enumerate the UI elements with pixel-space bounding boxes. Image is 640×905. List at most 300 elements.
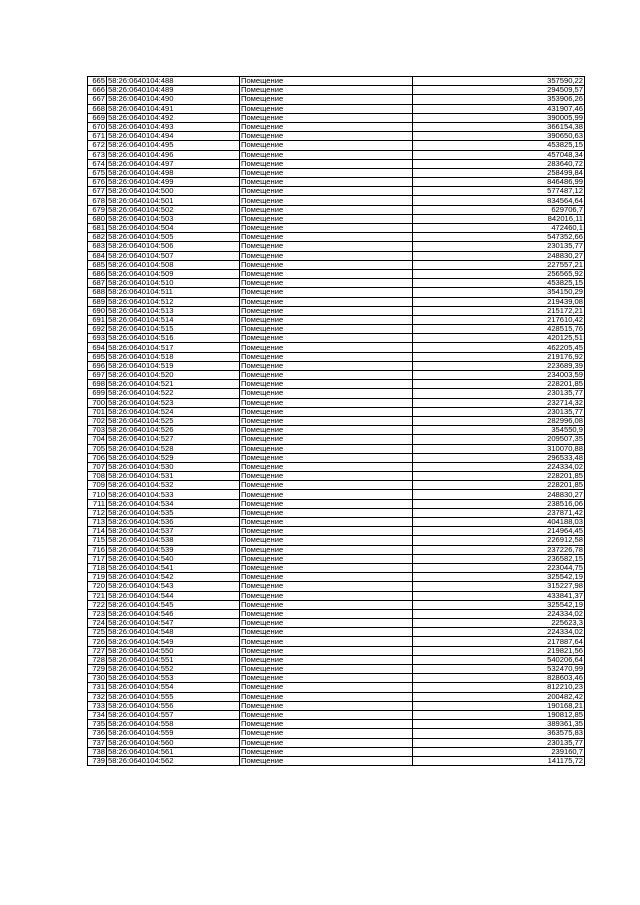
cadastral-value: 846486,99 bbox=[413, 178, 585, 187]
cadastral-number: 58:26:0640104:532 bbox=[107, 481, 240, 490]
object-type: Помещение bbox=[240, 426, 413, 435]
cadastral-number: 58:26:0640104:536 bbox=[107, 518, 240, 527]
cadastral-value: 224334,02 bbox=[413, 628, 585, 637]
row-number: 709 bbox=[88, 481, 107, 490]
object-type: Помещение bbox=[240, 325, 413, 334]
row-number: 693 bbox=[88, 334, 107, 343]
table-row bbox=[88, 655, 585, 664]
cadastral-number: 58:26:0640104:548 bbox=[107, 628, 240, 637]
table-row bbox=[88, 554, 585, 563]
cadastral-value: 248830,27 bbox=[413, 251, 585, 260]
object-type: Помещение bbox=[240, 159, 413, 168]
table-row bbox=[88, 77, 585, 86]
object-type: Помещение bbox=[240, 472, 413, 481]
cadastral-number: 58:26:0640104:535 bbox=[107, 508, 240, 517]
cadastral-number: 58:26:0640104:530 bbox=[107, 462, 240, 471]
cadastral-value: 629706,7 bbox=[413, 205, 585, 214]
cadastral-value: 462205,45 bbox=[413, 343, 585, 352]
row-number: 734 bbox=[88, 710, 107, 719]
object-type: Помещение bbox=[240, 242, 413, 251]
table-row bbox=[88, 591, 585, 600]
object-type: Помещение bbox=[240, 444, 413, 453]
row-number: 684 bbox=[88, 251, 107, 260]
table-row bbox=[88, 343, 585, 352]
table-row bbox=[88, 665, 585, 674]
cadastral-value: 315227,98 bbox=[413, 582, 585, 591]
row-number: 727 bbox=[88, 646, 107, 655]
cadastral-value: 256565,92 bbox=[413, 269, 585, 278]
cadastral-value: 238516,06 bbox=[413, 499, 585, 508]
cadastral-value: 209507,35 bbox=[413, 435, 585, 444]
table-row bbox=[88, 95, 585, 104]
table-row bbox=[88, 380, 585, 389]
table-row bbox=[88, 113, 585, 122]
cadastral-value: 226912,58 bbox=[413, 536, 585, 545]
table-row bbox=[88, 710, 585, 719]
cadastral-number: 58:26:0640104:493 bbox=[107, 122, 240, 131]
object-type: Помещение bbox=[240, 288, 413, 297]
row-number: 682 bbox=[88, 233, 107, 242]
object-type: Помещение bbox=[240, 407, 413, 416]
cadastral-number: 58:26:0640104:499 bbox=[107, 178, 240, 187]
object-type: Помещение bbox=[240, 508, 413, 517]
table-row bbox=[88, 325, 585, 334]
table-row bbox=[88, 518, 585, 527]
cadastral-number: 58:26:0640104:527 bbox=[107, 435, 240, 444]
row-number: 730 bbox=[88, 674, 107, 683]
cadastral-value: 310070,88 bbox=[413, 444, 585, 453]
table-row bbox=[88, 233, 585, 242]
row-number: 700 bbox=[88, 398, 107, 407]
table-row bbox=[88, 297, 585, 306]
object-type: Помещение bbox=[240, 279, 413, 288]
row-number: 710 bbox=[88, 490, 107, 499]
table-row bbox=[88, 701, 585, 710]
cadastral-number: 58:26:0640104:501 bbox=[107, 196, 240, 205]
cadastral-number: 58:26:0640104:494 bbox=[107, 132, 240, 141]
row-number: 708 bbox=[88, 472, 107, 481]
cadastral-number: 58:26:0640104:562 bbox=[107, 756, 240, 765]
cadastral-value: 453825,15 bbox=[413, 141, 585, 150]
table-row bbox=[88, 352, 585, 361]
cadastral-value: 214964,45 bbox=[413, 527, 585, 536]
object-type: Помещение bbox=[240, 306, 413, 315]
table-row bbox=[88, 371, 585, 380]
cadastral-value: 812210,23 bbox=[413, 683, 585, 692]
cadastral-number: 58:26:0640104:491 bbox=[107, 104, 240, 113]
row-number: 680 bbox=[88, 214, 107, 223]
row-number: 723 bbox=[88, 609, 107, 618]
object-type: Помещение bbox=[240, 609, 413, 618]
row-number: 711 bbox=[88, 499, 107, 508]
row-number: 681 bbox=[88, 224, 107, 233]
object-type: Помещение bbox=[240, 435, 413, 444]
cadastral-number: 58:26:0640104:521 bbox=[107, 380, 240, 389]
object-type: Помещение bbox=[240, 738, 413, 747]
cadastral-number: 58:26:0640104:550 bbox=[107, 646, 240, 655]
cadastral-value: 215172,21 bbox=[413, 306, 585, 315]
table-row bbox=[88, 609, 585, 618]
row-number: 705 bbox=[88, 444, 107, 453]
cadastral-number: 58:26:0640104:510 bbox=[107, 279, 240, 288]
cadastral-value: 237871,42 bbox=[413, 508, 585, 517]
object-type: Помещение bbox=[240, 720, 413, 729]
cadastral-value: 577487,12 bbox=[413, 187, 585, 196]
table-row bbox=[88, 453, 585, 462]
cadastral-value: 228201,85 bbox=[413, 481, 585, 490]
cadastral-number: 58:26:0640104:512 bbox=[107, 297, 240, 306]
cadastral-number: 58:26:0640104:546 bbox=[107, 609, 240, 618]
object-type: Помещение bbox=[240, 334, 413, 343]
object-type: Помещение bbox=[240, 646, 413, 655]
object-type: Помещение bbox=[240, 655, 413, 664]
table-row bbox=[88, 600, 585, 609]
row-number: 685 bbox=[88, 260, 107, 269]
cadastral-value: 353906,26 bbox=[413, 95, 585, 104]
object-type: Помещение bbox=[240, 178, 413, 187]
cadastral-value: 390650,63 bbox=[413, 132, 585, 141]
table-row bbox=[88, 306, 585, 315]
row-number: 717 bbox=[88, 554, 107, 563]
cadastral-value: 834564,64 bbox=[413, 196, 585, 205]
object-type: Помещение bbox=[240, 297, 413, 306]
cadastral-value: 828603,46 bbox=[413, 674, 585, 683]
cadastral-value: 230135,77 bbox=[413, 389, 585, 398]
row-number: 690 bbox=[88, 306, 107, 315]
table-row bbox=[88, 224, 585, 233]
object-type: Помещение bbox=[240, 113, 413, 122]
table-row bbox=[88, 104, 585, 113]
row-number: 675 bbox=[88, 168, 107, 177]
cadastral-number: 58:26:0640104:507 bbox=[107, 251, 240, 260]
row-number: 677 bbox=[88, 187, 107, 196]
cadastral-number: 58:26:0640104:511 bbox=[107, 288, 240, 297]
object-type: Помещение bbox=[240, 132, 413, 141]
object-type: Помещение bbox=[240, 168, 413, 177]
row-number: 737 bbox=[88, 738, 107, 747]
cadastral-number: 58:26:0640104:544 bbox=[107, 591, 240, 600]
cadastral-number: 58:26:0640104:555 bbox=[107, 692, 240, 701]
object-type: Помещение bbox=[240, 315, 413, 324]
cadastral-number: 58:26:0640104:489 bbox=[107, 86, 240, 95]
cadastral-value: 258499,84 bbox=[413, 168, 585, 177]
object-type: Помещение bbox=[240, 756, 413, 765]
object-type: Помещение bbox=[240, 380, 413, 389]
table-row bbox=[88, 132, 585, 141]
table-row bbox=[88, 361, 585, 370]
cadastral-value: 354150,29 bbox=[413, 288, 585, 297]
table-row bbox=[88, 168, 585, 177]
cadastral-number: 58:26:0640104:552 bbox=[107, 665, 240, 674]
cadastral-number: 58:26:0640104:549 bbox=[107, 637, 240, 646]
row-number: 728 bbox=[88, 655, 107, 664]
cadastral-number: 58:26:0640104:495 bbox=[107, 141, 240, 150]
table-row bbox=[88, 738, 585, 747]
row-number: 721 bbox=[88, 591, 107, 600]
table-row bbox=[88, 196, 585, 205]
cadastral-value: 540206,64 bbox=[413, 655, 585, 664]
row-number: 725 bbox=[88, 628, 107, 637]
cadastral-number: 58:26:0640104:558 bbox=[107, 720, 240, 729]
row-number: 697 bbox=[88, 371, 107, 380]
cadastral-value: 224334,02 bbox=[413, 609, 585, 618]
cadastral-number: 58:26:0640104:500 bbox=[107, 187, 240, 196]
table-row bbox=[88, 242, 585, 251]
cadastral-value: 230135,77 bbox=[413, 738, 585, 747]
row-number: 719 bbox=[88, 573, 107, 582]
row-number: 707 bbox=[88, 462, 107, 471]
cadastral-number: 58:26:0640104:543 bbox=[107, 582, 240, 591]
cadastral-number: 58:26:0640104:534 bbox=[107, 499, 240, 508]
object-type: Помещение bbox=[240, 683, 413, 692]
cadastral-value: 842016,11 bbox=[413, 214, 585, 223]
cadastral-number: 58:26:0640104:522 bbox=[107, 389, 240, 398]
table-row bbox=[88, 490, 585, 499]
row-number: 715 bbox=[88, 536, 107, 545]
cadastral-value: 547352,66 bbox=[413, 233, 585, 242]
object-type: Помещение bbox=[240, 563, 413, 572]
object-type: Помещение bbox=[240, 573, 413, 582]
row-number: 704 bbox=[88, 435, 107, 444]
cadastral-value: 357590,22 bbox=[413, 77, 585, 86]
cadastral-value: 234003,59 bbox=[413, 371, 585, 380]
cadastral-number: 58:26:0640104:531 bbox=[107, 472, 240, 481]
cadastral-value: 239160,7 bbox=[413, 747, 585, 756]
cadastral-value: 236582,15 bbox=[413, 554, 585, 563]
row-number: 686 bbox=[88, 269, 107, 278]
object-type: Помещение bbox=[240, 554, 413, 563]
object-type: Помещение bbox=[240, 352, 413, 361]
object-type: Помещение bbox=[240, 747, 413, 756]
row-number: 714 bbox=[88, 527, 107, 536]
object-type: Помещение bbox=[240, 104, 413, 113]
object-type: Помещение bbox=[240, 233, 413, 242]
cadastral-number: 58:26:0640104:524 bbox=[107, 407, 240, 416]
cadastral-number: 58:26:0640104:539 bbox=[107, 545, 240, 554]
row-number: 695 bbox=[88, 352, 107, 361]
row-number: 735 bbox=[88, 720, 107, 729]
cadastral-number: 58:26:0640104:513 bbox=[107, 306, 240, 315]
cadastral-value: 219176,92 bbox=[413, 352, 585, 361]
cadastral-value: 190168,21 bbox=[413, 701, 585, 710]
row-number: 738 bbox=[88, 747, 107, 756]
cadastral-value: 472460,1 bbox=[413, 224, 585, 233]
cadastral-value: 354550,9 bbox=[413, 426, 585, 435]
object-type: Помещение bbox=[240, 637, 413, 646]
table-row bbox=[88, 499, 585, 508]
table-row bbox=[88, 527, 585, 536]
object-type: Помещение bbox=[240, 187, 413, 196]
row-number: 667 bbox=[88, 95, 107, 104]
cadastral-value: 325542,19 bbox=[413, 600, 585, 609]
table-row bbox=[88, 279, 585, 288]
table-row bbox=[88, 692, 585, 701]
row-number: 688 bbox=[88, 288, 107, 297]
object-type: Помещение bbox=[240, 665, 413, 674]
cadastral-number: 58:26:0640104:497 bbox=[107, 159, 240, 168]
cadastral-number: 58:26:0640104:561 bbox=[107, 747, 240, 756]
object-type: Помещение bbox=[240, 196, 413, 205]
table-row bbox=[88, 389, 585, 398]
cadastral-number: 58:26:0640104:528 bbox=[107, 444, 240, 453]
row-number: 724 bbox=[88, 619, 107, 628]
cadastral-number: 58:26:0640104:490 bbox=[107, 95, 240, 104]
table-row bbox=[88, 444, 585, 453]
cadastral-number: 58:26:0640104:516 bbox=[107, 334, 240, 343]
row-number: 668 bbox=[88, 104, 107, 113]
cadastral-number: 58:26:0640104:504 bbox=[107, 224, 240, 233]
cadastral-number: 58:26:0640104:518 bbox=[107, 352, 240, 361]
row-number: 676 bbox=[88, 178, 107, 187]
row-number: 699 bbox=[88, 389, 107, 398]
cadastral-number: 58:26:0640104:488 bbox=[107, 77, 240, 86]
table-row bbox=[88, 288, 585, 297]
cadastral-value: 223689,39 bbox=[413, 361, 585, 370]
cadastral-value: 457048,34 bbox=[413, 150, 585, 159]
cadastral-value: 217887,64 bbox=[413, 637, 585, 646]
cadastral-value: 228201,85 bbox=[413, 380, 585, 389]
row-number: 696 bbox=[88, 361, 107, 370]
table-row bbox=[88, 416, 585, 425]
table-row bbox=[88, 683, 585, 692]
table-row bbox=[88, 628, 585, 637]
table-row bbox=[88, 398, 585, 407]
table-row bbox=[88, 462, 585, 471]
object-type: Помещение bbox=[240, 674, 413, 683]
table-row bbox=[88, 269, 585, 278]
cadastral-number: 58:26:0640104:502 bbox=[107, 205, 240, 214]
object-type: Помещение bbox=[240, 490, 413, 499]
object-type: Помещение bbox=[240, 692, 413, 701]
cadastral-value: 282996,08 bbox=[413, 416, 585, 425]
cadastral-value: 224334,02 bbox=[413, 462, 585, 471]
object-type: Помещение bbox=[240, 462, 413, 471]
object-type: Помещение bbox=[240, 371, 413, 380]
object-type: Помещение bbox=[240, 77, 413, 86]
object-type: Помещение bbox=[240, 710, 413, 719]
table-row bbox=[88, 536, 585, 545]
cadastral-value: 248830,27 bbox=[413, 490, 585, 499]
table-row bbox=[88, 720, 585, 729]
row-number: 726 bbox=[88, 637, 107, 646]
object-type: Помещение bbox=[240, 389, 413, 398]
row-number: 687 bbox=[88, 279, 107, 288]
table-row bbox=[88, 747, 585, 756]
cadastral-value: 200482,42 bbox=[413, 692, 585, 701]
table-row bbox=[88, 122, 585, 131]
table-row bbox=[88, 86, 585, 95]
cadastral-number: 58:26:0640104:542 bbox=[107, 573, 240, 582]
cadastral-number: 58:26:0640104:505 bbox=[107, 233, 240, 242]
cadastral-value: 228201,85 bbox=[413, 472, 585, 481]
table-row bbox=[88, 472, 585, 481]
cadastral-value: 230135,77 bbox=[413, 407, 585, 416]
cadastral-value: 232714,32 bbox=[413, 398, 585, 407]
cadastral-number: 58:26:0640104:545 bbox=[107, 600, 240, 609]
cadastral-value: 294509,57 bbox=[413, 86, 585, 95]
cadastral-value: 428515,76 bbox=[413, 325, 585, 334]
cadastral-number: 58:26:0640104:537 bbox=[107, 527, 240, 536]
row-number: 673 bbox=[88, 150, 107, 159]
object-type: Помещение bbox=[240, 582, 413, 591]
cadastral-number: 58:26:0640104:551 bbox=[107, 655, 240, 664]
object-type: Помещение bbox=[240, 141, 413, 150]
object-type: Помещение bbox=[240, 214, 413, 223]
row-number: 703 bbox=[88, 426, 107, 435]
property-table bbox=[87, 76, 585, 766]
table-row bbox=[88, 260, 585, 269]
object-type: Помещение bbox=[240, 499, 413, 508]
cadastral-number: 58:26:0640104:560 bbox=[107, 738, 240, 747]
object-type: Помещение bbox=[240, 86, 413, 95]
row-number: 716 bbox=[88, 545, 107, 554]
row-number: 671 bbox=[88, 132, 107, 141]
cadastral-number: 58:26:0640104:515 bbox=[107, 325, 240, 334]
object-type: Помещение bbox=[240, 269, 413, 278]
object-type: Помещение bbox=[240, 361, 413, 370]
cadastral-number: 58:26:0640104:508 bbox=[107, 260, 240, 269]
cadastral-value: 325542,19 bbox=[413, 573, 585, 582]
cadastral-number: 58:26:0640104:538 bbox=[107, 536, 240, 545]
cadastral-number: 58:26:0640104:496 bbox=[107, 150, 240, 159]
cadastral-value: 141175,72 bbox=[413, 756, 585, 765]
cadastral-value: 366154,38 bbox=[413, 122, 585, 131]
cadastral-number: 58:26:0640104:559 bbox=[107, 729, 240, 738]
object-type: Помещение bbox=[240, 398, 413, 407]
object-type: Помещение bbox=[240, 205, 413, 214]
cadastral-value: 532470,99 bbox=[413, 665, 585, 674]
cadastral-value: 219821,56 bbox=[413, 646, 585, 655]
table-row bbox=[88, 435, 585, 444]
row-number: 678 bbox=[88, 196, 107, 205]
row-number: 712 bbox=[88, 508, 107, 517]
table-row bbox=[88, 251, 585, 260]
table-row bbox=[88, 214, 585, 223]
object-type: Помещение bbox=[240, 619, 413, 628]
cadastral-value: 230135,77 bbox=[413, 242, 585, 251]
table-row bbox=[88, 205, 585, 214]
table-row bbox=[88, 508, 585, 517]
object-type: Помещение bbox=[240, 545, 413, 554]
property-table-body bbox=[88, 77, 585, 766]
object-type: Помещение bbox=[240, 518, 413, 527]
row-number: 672 bbox=[88, 141, 107, 150]
cadastral-number: 58:26:0640104:517 bbox=[107, 343, 240, 352]
object-type: Помещение bbox=[240, 481, 413, 490]
row-number: 665 bbox=[88, 77, 107, 86]
table-row bbox=[88, 545, 585, 554]
cadastral-value: 431907,46 bbox=[413, 104, 585, 113]
row-number: 713 bbox=[88, 518, 107, 527]
object-type: Помещение bbox=[240, 591, 413, 600]
cadastral-value: 433841,37 bbox=[413, 591, 585, 600]
cadastral-number: 58:26:0640104:541 bbox=[107, 563, 240, 572]
table-row bbox=[88, 481, 585, 490]
object-type: Помещение bbox=[240, 260, 413, 269]
cadastral-number: 58:26:0640104:529 bbox=[107, 453, 240, 462]
cadastral-value: 283640,72 bbox=[413, 159, 585, 168]
object-type: Помещение bbox=[240, 122, 413, 131]
table-row bbox=[88, 407, 585, 416]
table-row bbox=[88, 674, 585, 683]
object-type: Помещение bbox=[240, 729, 413, 738]
table-row bbox=[88, 315, 585, 324]
object-type: Помещение bbox=[240, 527, 413, 536]
cadastral-number: 58:26:0640104:526 bbox=[107, 426, 240, 435]
row-number: 692 bbox=[88, 325, 107, 334]
table-row bbox=[88, 141, 585, 150]
row-number: 666 bbox=[88, 86, 107, 95]
